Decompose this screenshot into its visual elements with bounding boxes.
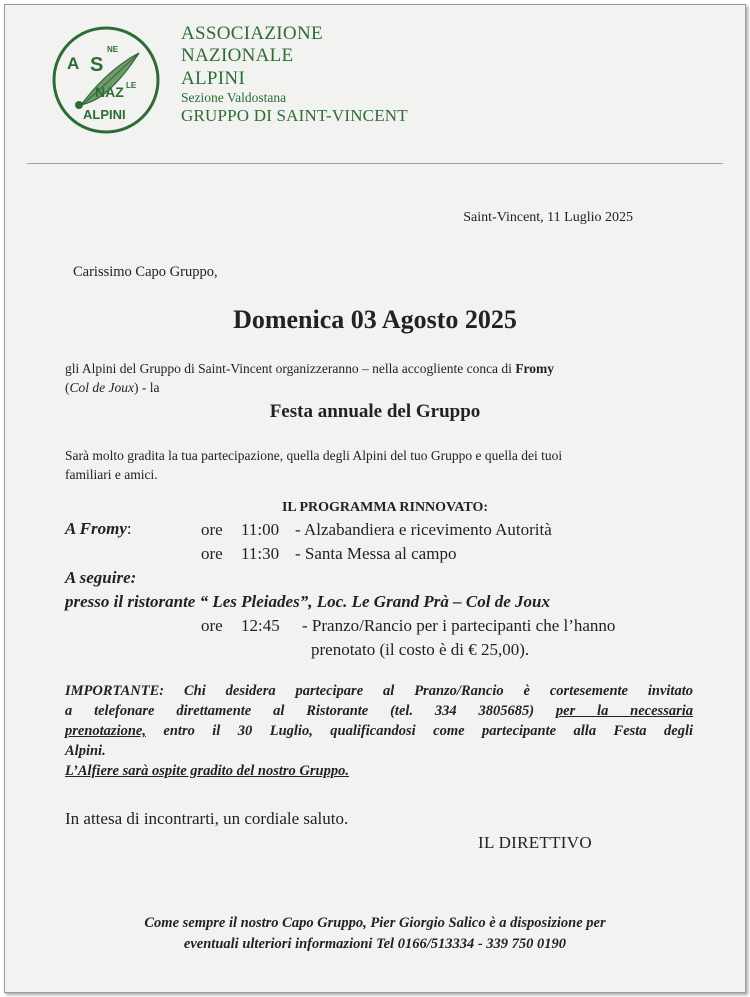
org-line-alpini: ALPINI xyxy=(181,67,246,89)
program-item-2-ore: ore xyxy=(201,616,223,635)
invite-line-1: Sarà molto gradita la tua partecipazione, quella degli Alpini del tuo Gruppo e quella dei tuoi xyxy=(65,448,563,463)
important-line-4: Alpini. xyxy=(65,743,106,759)
org-line-associazione: ASSOCIAZIONE xyxy=(181,23,323,44)
greeting: Carissimo Capo Gruppo, xyxy=(73,264,218,280)
location-fromy-label: A Fromy xyxy=(65,519,127,538)
program-follow-place: presso il ristorante “ Les Pleiades”, Loc. Le Grand Prà – Col de Joux xyxy=(65,592,550,611)
intro-paren-open: ( xyxy=(65,380,70,395)
letter-date: Saint-Vincent, 11 Luglio 2025 xyxy=(463,210,633,225)
ana-logo-icon xyxy=(51,25,161,135)
logo-alpini: ALPINI xyxy=(83,107,126,122)
program-item-2-text: - Pranzo/Rancio per i partecipanti che l’hanno xyxy=(302,616,616,635)
invite-line-2: familiari e amici. xyxy=(65,467,158,482)
program-item-0-ore: ore xyxy=(201,520,223,539)
closing-greeting: In attesa di incontrarti, un cordiale saluto. xyxy=(65,809,349,828)
headline-date: Domenica 03 Agosto 2025 xyxy=(233,305,517,334)
footer-line-1: Come sempre il nostro Capo Gruppo, Pier Giorgio Salico è a disposizione per xyxy=(144,915,606,931)
intro-col-de-joux: Col de Joux xyxy=(69,380,134,395)
logo-letter-a: A xyxy=(67,54,80,73)
letter-page xyxy=(4,4,746,993)
logo-naz: NAZ xyxy=(95,84,124,100)
important-line-2-underlined: per la necessaria xyxy=(555,703,694,719)
program-item-1-text: - Santa Messa al campo xyxy=(295,544,457,563)
org-header xyxy=(181,23,408,126)
logo-letter-s: S xyxy=(90,54,104,76)
signature: IL DIRETTIVO xyxy=(478,833,592,852)
logo-sup-le: LE xyxy=(126,81,137,90)
header-divider xyxy=(27,163,723,164)
program-follow-label: A seguire: xyxy=(65,568,137,587)
footer-line-2: eventuali ulteriori informazioni Tel 0166/513334 - 339 750 0190 xyxy=(183,936,567,952)
intro-text: gli Alpini del Gruppo di Saint-Vincent organizzeranno – nella accogliente conca di xyxy=(65,361,516,376)
program-item-1-time: 11:30 xyxy=(241,544,280,563)
important-line-5: L’Alfiere sarà ospite gradito del nostro Gruppo. xyxy=(65,763,349,779)
program-item-2-time: 12:45 xyxy=(241,616,280,635)
intro-paren-close: ) - la xyxy=(133,380,160,395)
important-line-1: IMPORTANTE: Chi desidera partecipare al Pranzo/Rancio è cortesemente invitato xyxy=(65,683,693,699)
important-line-2 xyxy=(65,701,693,721)
important-line-2-text: a telefonare direttamente al Ristorante (tel. 334 3805685) xyxy=(65,703,535,719)
org-line-sezione: Sezione Valdostana xyxy=(181,90,287,106)
footer-contact xyxy=(5,913,745,955)
event-title: Festa annuale del Gruppo xyxy=(269,401,481,422)
invite-paragraph xyxy=(65,446,562,484)
important-notice xyxy=(65,681,693,781)
intro-line-2 xyxy=(65,378,554,397)
intro-paragraph xyxy=(65,359,554,397)
intro-fromy: Fromy xyxy=(515,361,555,376)
logo-sup-ne: NE xyxy=(107,45,119,54)
program-location-fromy xyxy=(65,519,132,539)
program-item-1-ore: ore xyxy=(201,544,223,563)
program-heading: IL PROGRAMMA RINNOVATO: xyxy=(281,500,489,515)
important-line-3-underlined: prenotazione, xyxy=(65,723,146,739)
location-fromy-colon: : xyxy=(126,519,132,538)
org-line-nazionale: NAZIONALE xyxy=(181,45,294,67)
important-line-3-text: entro il 30 Luglio, qualificandosi come partecipante alla Festa degli xyxy=(145,723,693,739)
org-line-gruppo: GRUPPO DI SAINT-VINCENT xyxy=(181,106,408,126)
intro-line-1 xyxy=(65,359,554,378)
program-item-0-text: - Alzabandiera e ricevimento Autorità xyxy=(295,520,552,539)
important-line-3 xyxy=(65,721,693,741)
program-item-0-time: 11:00 xyxy=(241,520,280,539)
program-item-2-cont: prenotato (il costo è di € 25,00). xyxy=(311,640,530,659)
